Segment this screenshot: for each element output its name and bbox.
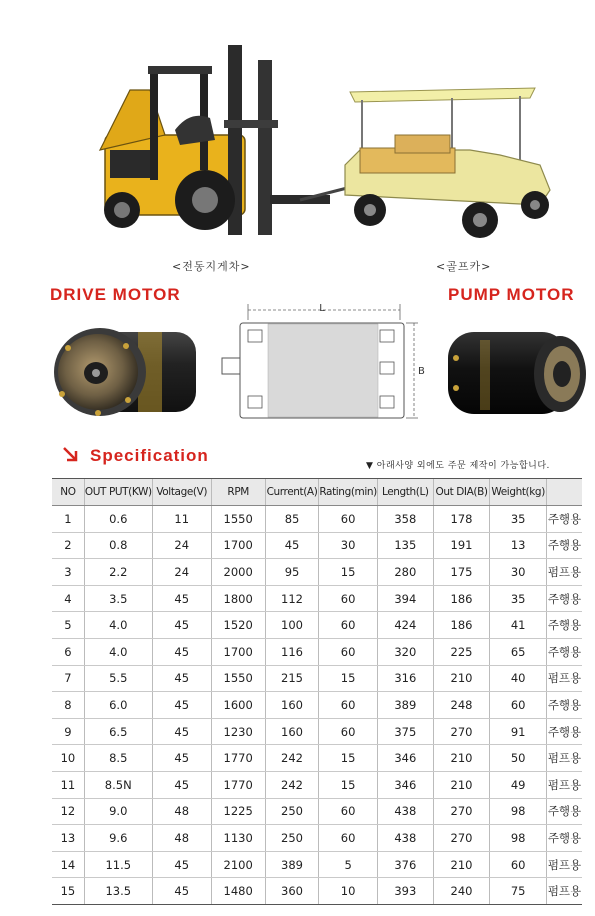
table-cell: 35	[490, 585, 547, 612]
column-header: Voltage(V)	[152, 479, 211, 506]
table-cell: 160	[265, 692, 319, 719]
table-row	[52, 585, 582, 612]
table-cell: 주행용	[547, 692, 583, 719]
table-cell: 112	[265, 585, 319, 612]
table-cell: 0.8	[84, 532, 152, 559]
column-header: OUT PUT(KW)	[84, 479, 152, 506]
table-cell: 주행용	[547, 718, 583, 745]
table-cell: 8.5	[84, 745, 152, 772]
table-cell: 8	[52, 692, 84, 719]
table-cell: 60	[319, 638, 377, 665]
table-cell: 75	[490, 878, 547, 905]
table-cell: 1130	[211, 825, 265, 852]
table-cell: 215	[265, 665, 319, 692]
table-cell: 5	[52, 612, 84, 639]
table-cell: 6.0	[84, 692, 152, 719]
table-cell: 160	[265, 718, 319, 745]
column-header: RPM	[211, 479, 265, 506]
table-cell: 210	[433, 771, 490, 798]
table-cell: 225	[433, 638, 490, 665]
table-row	[52, 798, 582, 825]
table-cell: 1600	[211, 692, 265, 719]
table-cell: 49	[490, 771, 547, 798]
table-cell: 186	[433, 585, 490, 612]
table-cell: 1700	[211, 532, 265, 559]
table-row	[52, 745, 582, 772]
table-cell: 270	[433, 825, 490, 852]
table-cell: 45	[152, 771, 211, 798]
table-cell: 100	[265, 612, 319, 639]
table-cell: 135	[377, 532, 433, 559]
table-cell: 316	[377, 665, 433, 692]
table-cell: 45	[152, 851, 211, 878]
table-cell: 9.6	[84, 825, 152, 852]
table-cell: 24	[152, 559, 211, 586]
table-row	[52, 692, 582, 719]
table-cell: 178	[433, 506, 490, 533]
table-cell: 240	[433, 878, 490, 905]
table-cell: 주행용	[547, 798, 583, 825]
dimension-diagram	[218, 298, 428, 428]
table-cell: 35	[490, 506, 547, 533]
table-cell: 15	[319, 745, 377, 772]
table-row	[52, 559, 582, 586]
specification-title: Specification	[90, 446, 209, 465]
table-cell: 45	[152, 718, 211, 745]
table-cell: 4	[52, 585, 84, 612]
table-cell: 48	[152, 825, 211, 852]
table-cell: 펌프용	[547, 559, 583, 586]
table-cell: 98	[490, 825, 547, 852]
table-cell: 1230	[211, 718, 265, 745]
specification-table	[52, 478, 582, 905]
table-cell: 주행용	[547, 506, 583, 533]
table-row	[52, 506, 582, 533]
table-cell: 40	[490, 665, 547, 692]
table-cell: 270	[433, 798, 490, 825]
table-cell: 13	[490, 532, 547, 559]
table-cell: 1770	[211, 745, 265, 772]
table-cell: 389	[377, 692, 433, 719]
table-cell: 270	[433, 718, 490, 745]
forklift-caption: <전동지게차>	[172, 260, 251, 273]
pump-motor-photo	[440, 318, 590, 428]
pump-motor-title: PUMP MOTOR	[448, 285, 575, 304]
table-cell: 주행용	[547, 825, 583, 852]
table-cell: 6	[52, 638, 84, 665]
table-cell: 2000	[211, 559, 265, 586]
table-cell: 65	[490, 638, 547, 665]
golf-cart-illustration	[345, 88, 550, 238]
column-header: Rating(min)	[319, 479, 377, 506]
table-cell: 9	[52, 718, 84, 745]
table-cell: 1800	[211, 585, 265, 612]
table-cell: 11.5	[84, 851, 152, 878]
table-cell: 주행용	[547, 638, 583, 665]
table-cell: 1550	[211, 506, 265, 533]
table-cell: 펌프용	[547, 771, 583, 798]
table-cell: 438	[377, 798, 433, 825]
table-cell: 7	[52, 665, 84, 692]
table-cell: 60	[319, 585, 377, 612]
table-cell: 45	[265, 532, 319, 559]
table-cell: 10	[52, 745, 84, 772]
table-cell: 389	[265, 851, 319, 878]
table-cell: 91	[490, 718, 547, 745]
table-cell: 2	[52, 532, 84, 559]
forklift-illustration	[100, 45, 330, 235]
table-cell: 424	[377, 612, 433, 639]
table-cell: 3	[52, 559, 84, 586]
table-cell: 60	[490, 851, 547, 878]
table-cell: 4.0	[84, 612, 152, 639]
table-cell: 320	[377, 638, 433, 665]
table-cell: 280	[377, 559, 433, 586]
table-cell: 358	[377, 506, 433, 533]
table-cell: 2100	[211, 851, 265, 878]
table-cell: 펌프용	[547, 851, 583, 878]
table-cell: 346	[377, 771, 433, 798]
table-cell: 60	[319, 825, 377, 852]
table-cell: 60	[319, 506, 377, 533]
column-header: Out DIA(B)	[433, 479, 490, 506]
table-cell: 376	[377, 851, 433, 878]
table-cell: 30	[319, 532, 377, 559]
drive-motor-photo	[38, 318, 203, 428]
table-cell: 15	[319, 665, 377, 692]
table-cell: 45	[152, 878, 211, 905]
table-cell: 394	[377, 585, 433, 612]
table-cell: 360	[265, 878, 319, 905]
table-cell: 9.0	[84, 798, 152, 825]
table-cell: 210	[433, 745, 490, 772]
table-cell: 60	[319, 612, 377, 639]
table-cell: 242	[265, 771, 319, 798]
table-cell: 13	[52, 825, 84, 852]
table-cell: 5.5	[84, 665, 152, 692]
table-cell: 45	[152, 745, 211, 772]
vehicles-photo	[0, 0, 595, 270]
table-cell: 주행용	[547, 585, 583, 612]
table-cell: 30	[490, 559, 547, 586]
arrow-down-right-icon	[62, 446, 80, 464]
table-cell: 1770	[211, 771, 265, 798]
length-label: L	[319, 303, 325, 314]
table-cell: 45	[152, 665, 211, 692]
table-cell: 48	[152, 798, 211, 825]
table-cell: 186	[433, 612, 490, 639]
table-cell: 11	[152, 506, 211, 533]
column-header	[547, 479, 583, 506]
table-cell: 248	[433, 692, 490, 719]
column-header: NO	[52, 479, 84, 506]
table-cell: 95	[265, 559, 319, 586]
custom-order-note: ▼ 아래사양 외에도 주문 제작이 가능합니다.	[366, 461, 550, 471]
table-cell: 13.5	[84, 878, 152, 905]
table-cell: 6.5	[84, 718, 152, 745]
table-cell: 60	[319, 692, 377, 719]
table-cell: 15	[52, 878, 84, 905]
table-row	[52, 771, 582, 798]
table-cell: 10	[319, 878, 377, 905]
table-cell: 펌프용	[547, 665, 583, 692]
table-cell: 8.5N	[84, 771, 152, 798]
table-cell: 5	[319, 851, 377, 878]
table-cell: 11	[52, 771, 84, 798]
table-cell: 1225	[211, 798, 265, 825]
table-cell: 85	[265, 506, 319, 533]
table-cell: 2.2	[84, 559, 152, 586]
table-cell: 3.5	[84, 585, 152, 612]
table-cell: 0.6	[84, 506, 152, 533]
column-header: Length(L)	[377, 479, 433, 506]
table-row	[52, 638, 582, 665]
table-cell: 펌프용	[547, 878, 583, 905]
table-cell: 41	[490, 612, 547, 639]
table-cell: 1700	[211, 638, 265, 665]
table-cell: 15	[319, 559, 377, 586]
table-cell: 펌프용	[547, 745, 583, 772]
table-row	[52, 718, 582, 745]
table-row	[52, 851, 582, 878]
table-cell: 191	[433, 532, 490, 559]
golf-cart-caption: <골프카>	[436, 260, 492, 273]
breadth-label: B	[418, 366, 425, 377]
table-cell: 4.0	[84, 638, 152, 665]
table-cell: 15	[319, 771, 377, 798]
table-cell: 14	[52, 851, 84, 878]
table-cell: 175	[433, 559, 490, 586]
table-cell: 24	[152, 532, 211, 559]
table-cell: 98	[490, 798, 547, 825]
table-cell: 210	[433, 851, 490, 878]
table-cell: 45	[152, 612, 211, 639]
table-cell: 1520	[211, 612, 265, 639]
table-cell: 45	[152, 585, 211, 612]
table-cell: 116	[265, 638, 319, 665]
table-cell: 375	[377, 718, 433, 745]
drive-motor-title: DRIVE MOTOR	[50, 285, 181, 304]
table-cell: 1480	[211, 878, 265, 905]
column-header: Weight(kg)	[490, 479, 547, 506]
table-cell: 60	[490, 692, 547, 719]
table-cell: 1	[52, 506, 84, 533]
table-row	[52, 612, 582, 639]
table-row	[52, 665, 582, 692]
table-cell: 250	[265, 798, 319, 825]
table-cell: 50	[490, 745, 547, 772]
table-row	[52, 825, 582, 852]
table-row	[52, 878, 582, 905]
table-cell: 45	[152, 692, 211, 719]
table-cell: 210	[433, 665, 490, 692]
table-row	[52, 532, 582, 559]
table-cell: 250	[265, 825, 319, 852]
column-header: Current(A)	[265, 479, 319, 506]
table-cell: 242	[265, 745, 319, 772]
table-cell: 60	[319, 798, 377, 825]
table-cell: 60	[319, 718, 377, 745]
table-cell: 346	[377, 745, 433, 772]
table-cell: 45	[152, 638, 211, 665]
table-header-row	[52, 479, 582, 506]
table-cell: 주행용	[547, 612, 583, 639]
table-cell: 393	[377, 878, 433, 905]
table-cell: 주행용	[547, 532, 583, 559]
table-cell: 438	[377, 825, 433, 852]
table-cell: 12	[52, 798, 84, 825]
table-cell: 1550	[211, 665, 265, 692]
